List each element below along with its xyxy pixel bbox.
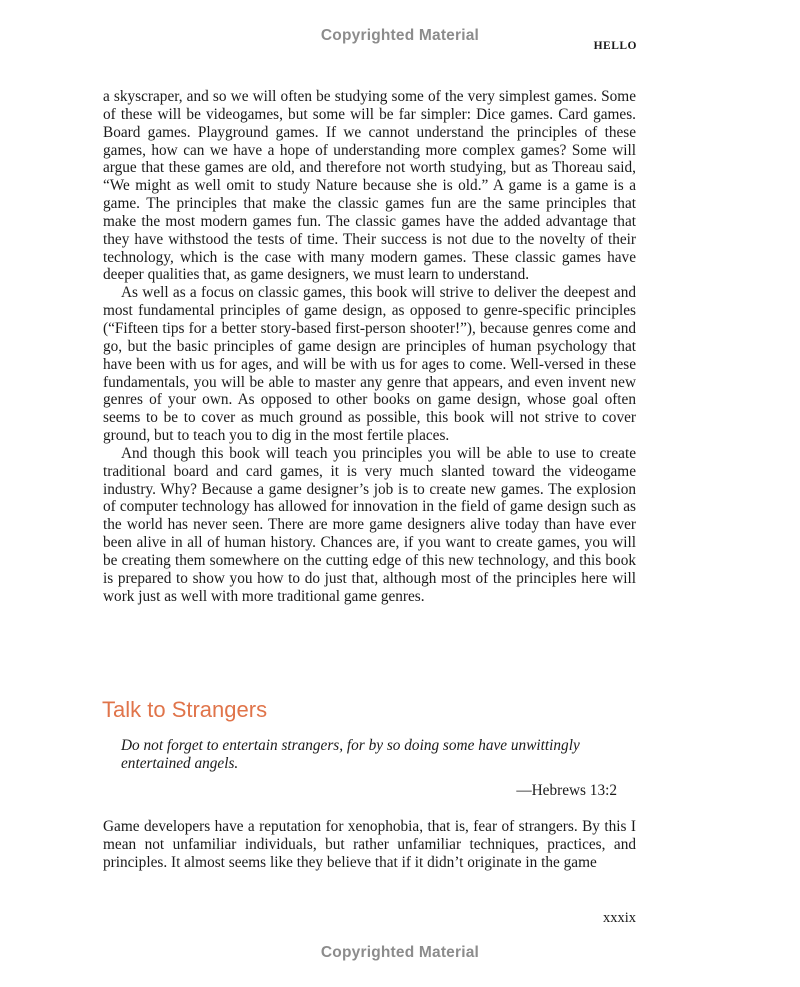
epigraph-quote: Do not forget to entertain strangers, for by so doing some have unwittingly entertained angels. — [121, 737, 580, 772]
copyright-watermark-top: Copyrighted Material — [320, 27, 480, 44]
paragraph-2: As well as a focus on classic games, this book will strive to deliver the deepest and most fundamental principles of game design, as opposed to genre-specific principles (“Fifteen tips for a better story-based first-person shooter!”), because genres come and go, but the basic principles of game design are principles of human psychology that have been with us for ages, and will be with us for ages to come. Well-versed in these fundamentals, you will be able to master any genre that appears, and even invent new genres of your own. As opposed to other books on game design, whose goal often seems to be to cover as much ground as possible, this book will not strive to cover ground, but to teach you to dig in the most fertile places. — [103, 284, 636, 445]
copyright-watermark-bottom: Copyrighted Material — [320, 944, 480, 961]
section-text-block — [103, 818, 636, 872]
paragraph-3: And though this book will teach you principles you will be able to use to create traditional board and card games, it is very much slanted toward the videogame industry. Why? Because a game designer’s job is to create new games. The explosion of computer technology has allowed for innovation in the field of game design such as the world has never seen. There are more game designers alive today than have ever been alive in all of human history. Chances are, if you want to create games, you will be creating them somewhere on the cutting edge of this new technology, and this book is prepared to show you how to do just that, although most of the principles here will work just as well with more traditional game genres. — [103, 444, 636, 605]
running-head: HELLO — [593, 40, 637, 52]
page-number: xxxix — [602, 910, 636, 926]
epigraph-attribution: —Hebrews 13:2 — [516, 782, 617, 799]
main-text-block — [103, 88, 636, 605]
section-paragraph-1: Game developers have a reputation for xenophobia, that is, fear of strangers. By this I mean not unfamiliar individuals, but rather unfamiliar techniques, practices, and principles. It almost seems like they believe that if it didn’t originate in the game — [103, 818, 636, 871]
section-heading: Talk to Strangers — [102, 697, 268, 722]
paragraph-1: a skyscraper, and so we will often be studying some of the very simplest games. Some of these will be videogames, but some will be far simpler: Dice games. Card games. Board games. Playground games. If we cannot understand the principles of these games, how can we have a hope of understanding more complex games? Some will argue that these games are old, and therefore not worth studying, but as Thoreau said, “We might as well omit to study Nature because she is old.” A game is a game is a game. The principles that make the classic games fun are the same principles that make the most modern games fun. The classic games have the added advantage that they have withstood the tests of time. Their success is not due to the novelty of their technology, which is the case with many modern games. These classic games have deeper qualities that, as game designers, we must learn to understand. — [103, 88, 636, 284]
